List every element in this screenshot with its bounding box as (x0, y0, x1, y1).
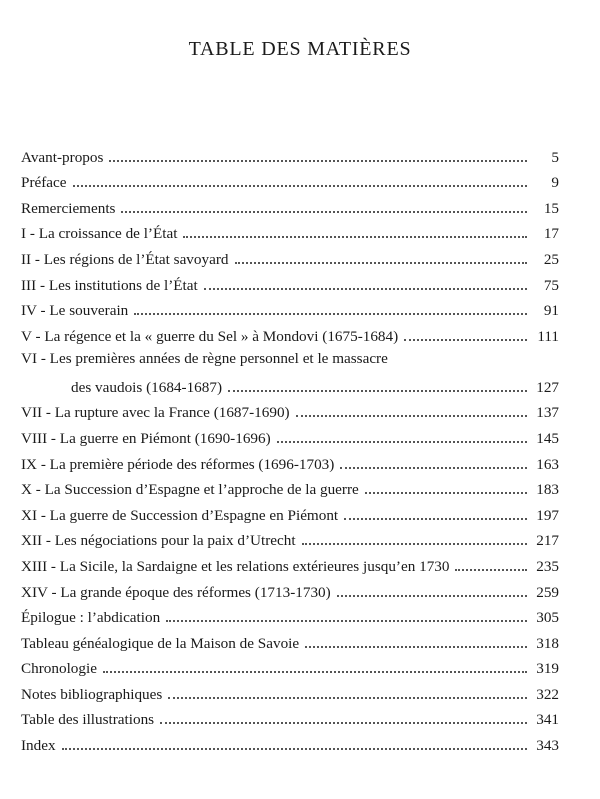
dot-leader (340, 463, 527, 469)
toc-entry-label: I - La croissance de l’État (21, 225, 178, 243)
toc-entry-label: Tableau généalogique de la Maison de Savoie (21, 634, 300, 652)
toc-entry-label: XI - La guerre de Succession d’Espagne en Piémont (21, 506, 339, 524)
dot-leader (296, 411, 527, 417)
toc-entry-label-continued: des vaudois (1684-1687) (71, 378, 223, 396)
page-title: TABLE DES MATIÈRES (188, 38, 412, 60)
toc-page-number: 259 (536, 583, 559, 601)
dot-leader (121, 207, 527, 213)
table-of-contents (21, 140, 559, 754)
dot-leader (228, 386, 527, 392)
toc-page-number: 25 (543, 250, 559, 268)
dot-leader (160, 718, 527, 724)
toc-page-number: 217 (536, 532, 559, 550)
toc-entry-chapter-9 (21, 447, 559, 473)
toc-entry-label: Préface (21, 174, 67, 192)
toc-page-number: 91 (543, 302, 559, 320)
toc-entry-chapter-2 (21, 242, 559, 268)
toc-entry-chronologie (21, 652, 559, 678)
dot-leader (183, 232, 527, 238)
toc-page-number: 145 (536, 429, 559, 447)
toc-entry-label: XIV - La grande époque des réformes (1713-1730) (21, 583, 331, 601)
dot-leader (455, 565, 527, 571)
toc-page-number: 15 (543, 199, 559, 217)
toc-page-number: 183 (536, 481, 559, 499)
toc-page-number: 127 (536, 378, 559, 396)
toc-page-number: 235 (536, 557, 559, 575)
toc-page-number: 319 (536, 660, 559, 678)
dot-leader (168, 693, 527, 699)
toc-entry-label: Avant-propos (21, 148, 104, 166)
toc-entry-label: Table des illustrations (21, 711, 155, 729)
dot-leader (337, 591, 527, 597)
toc-entry-label: VII - La rupture avec la France (1687-1690) (21, 404, 290, 422)
toc-entry-chapter-11 (21, 498, 559, 524)
toc-entry-label: Index (21, 737, 56, 755)
toc-page-number: 5 (551, 148, 559, 166)
dot-leader (109, 156, 527, 162)
toc-entry-label: III - Les institutions de l’État (21, 276, 198, 294)
dot-leader (73, 181, 527, 187)
toc-entry-chapter-6-continued (21, 367, 559, 396)
toc-entry-label: IV - Le souverain (21, 302, 129, 320)
toc-entry-label: XIII - La Sicile, la Sardaigne et les relations extérieures jusqu’en 1730 (21, 557, 450, 575)
toc-entry-label: Notes bibliographiques (21, 685, 163, 703)
toc-page-number: 163 (536, 455, 559, 473)
toc-entry-chapter-10 (21, 473, 559, 499)
toc-entry-preface (21, 166, 559, 192)
toc-entry-chapter-6 (21, 345, 559, 367)
dot-leader (302, 539, 527, 545)
toc-entry-label: VIII - La guerre en Piémont (1690-1696) (21, 429, 271, 447)
toc-entry-table-des-illustrations (21, 703, 559, 729)
toc-entry-chapter-14 (21, 575, 559, 601)
toc-page-number: 305 (536, 609, 559, 627)
toc-page-number: 137 (536, 404, 559, 422)
toc-page-number: 111 (537, 327, 559, 345)
toc-entry-chapter-3 (21, 268, 559, 294)
toc-entry-label: Chronologie (21, 660, 97, 678)
toc-entry-chapter-13 (21, 549, 559, 575)
toc-entry-notes-bibliographiques (21, 677, 559, 703)
dot-leader (134, 309, 527, 315)
toc-entry-chapter-4 (21, 294, 559, 320)
dot-leader (235, 258, 528, 264)
dot-leader (166, 616, 527, 622)
toc-entry-label: V - La régence et la « guerre du Sel » à Mondovi (1675-1684) (21, 327, 399, 345)
dot-leader (277, 437, 527, 443)
toc-entry-label: X - La Succession d’Espagne et l’approche de la guerre (21, 481, 359, 499)
toc-page-number: 17 (543, 225, 559, 243)
toc-entry-remerciements (21, 191, 559, 217)
dot-leader (204, 284, 527, 290)
toc-entry-label: IX - La première période des réformes (1696-1703) (21, 455, 335, 473)
dot-leader (365, 488, 527, 494)
toc-entry-index (21, 728, 559, 754)
toc-entry-chapter-12 (21, 524, 559, 550)
dot-leader (103, 667, 527, 673)
toc-entry-label: Remerciements (21, 199, 116, 217)
dot-leader (305, 642, 527, 648)
toc-page-number: 322 (536, 685, 559, 703)
toc-entry-label: XII - Les négociations pour la paix d’Utrecht (21, 532, 296, 550)
toc-page-number: 75 (543, 276, 559, 294)
toc-entry-avant-propos (21, 140, 559, 166)
toc-entry-chapter-5 (21, 319, 559, 345)
toc-entry-label: VI - Les premières années de règne personnel et le massacre (21, 349, 388, 367)
toc-entry-epilogue (21, 601, 559, 627)
toc-entry-tableau-genealogique (21, 626, 559, 652)
dot-leader (404, 335, 527, 341)
toc-entry-label: Épilogue : l’abdication (21, 609, 161, 627)
toc-page-number: 9 (551, 174, 559, 192)
toc-entry-label: II - Les régions de l’État savoyard (21, 250, 229, 268)
dot-leader (344, 514, 527, 520)
toc-page-number: 341 (536, 711, 559, 729)
toc-page-number: 343 (536, 737, 559, 755)
dot-leader (62, 744, 527, 750)
toc-entry-chapter-8 (21, 421, 559, 447)
toc-entry-chapter-1 (21, 217, 559, 243)
toc-page-number: 318 (536, 634, 559, 652)
toc-page-number: 197 (536, 506, 559, 524)
toc-entry-chapter-7 (21, 396, 559, 422)
